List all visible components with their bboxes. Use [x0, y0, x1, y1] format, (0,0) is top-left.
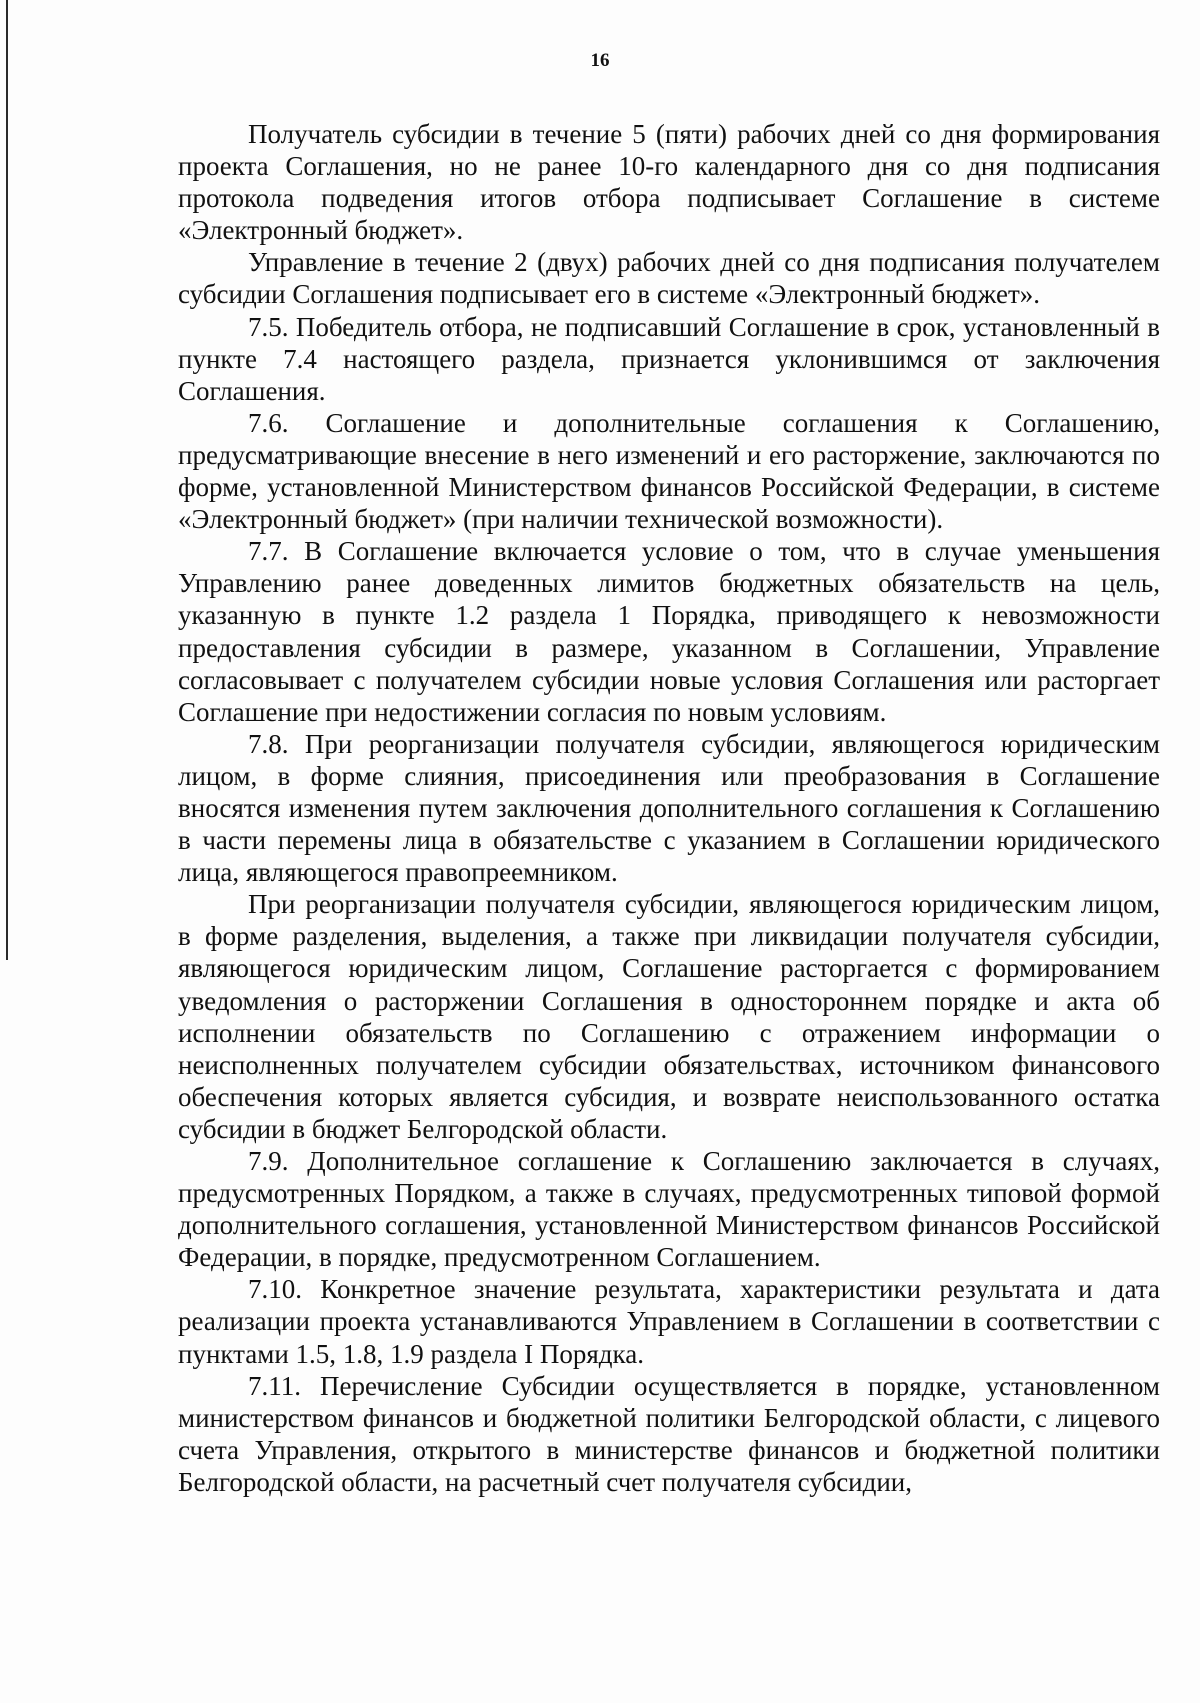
paragraph-7-9: 7.9. Дополнительное соглашение к Соглашению заключается в случаях, предусмотренных Порядком, а также в случаях, предусмотренных типовой формой дополнительного соглашения, установленной Министерством финансов Российской Федерации, в порядке, предусмотренном Соглашением. — [178, 1146, 1160, 1273]
paragraph-7-6: 7.6. Соглашение и дополнительные соглашения к Соглашению, предусматривающие внесение в него изменений и его расторжение, заключаются по форме, установленной Министерством финансов Российской Федерации, в системе «Электронный бюджет» (при наличии технической возможности). — [178, 407, 1160, 535]
paragraph-reorganization: При реорганизации получателя субсидии, являющегося юридическим лицом, в форме разделения, выделения, а также при ликвидации получателя субсидии, являющегося юридическим лицом, Соглашение расторгается с формированием уведомления о расторжении Соглашения в одностороннем порядке и акта об исполнении обязательств по Соглашению с отражением информации о неисполненных получателем субсидии обязательствах, источником финансового обеспечения которых является субсидия, и возврате неиспользованного остатка субсидии в бюджет Белгородской области. — [178, 889, 1160, 1144]
page-number: 16 — [590, 50, 610, 71]
paragraph-administration-signing: Управление в течение 2 (двух) рабочих дней со дня подписания получателем субсидии Соглашения подписывает его в системе «Электронный бюджет». — [178, 247, 1160, 310]
paragraph-7-10: 7.10. Конкретное значение результата, характеристики результата и дата реализации проекта устанавливаются Управлением в Соглашении в соответствии с пунктами 1.5, 1.8, 1.9 раздела I Порядка. — [178, 1274, 1160, 1369]
paragraph-signing-deadline: Получатель субсидии в течение 5 (пяти) рабочих дней со дня формирования проекта Соглашения, но не ранее 10-го календарного дня со дня подписания протокола подведения итогов отбора подписывает Соглашение в системе «Электронный бюджет». — [178, 119, 1160, 246]
paragraph-7-5: 7.5. Победитель отбора, не подписавший Соглашение в срок, установленный в пункте 7.4 настоящего раздела, признается уклонившимся от заключения Соглашения. — [178, 311, 1160, 406]
paragraph-7-11: 7.11. Перечисление Субсидии осуществляется в порядке, установленном министерством финансов и бюджетной политики Белгородской области, с лицевого счета Управления, открытого в министерстве финансов и бюджетной политики Белгородской области, на расчетный счет получателя субсидии, — [178, 1370, 1160, 1497]
document-body — [178, 118, 1160, 1498]
paragraph-7-8: 7.8. При реорганизации получателя субсидии, являющегося юридическим лицом, в форме слияния, присоединения или преобразования в Соглашение вносятся изменения путем заключения дополнительного соглашения к Соглашению в части перемены лица в обязательстве с указанием в Соглашении юридического лица, являющегося правопреемником. — [178, 728, 1160, 888]
paragraph-7-7: 7.7. В Соглашение включается условие о том, что в случае уменьшения Управлению ранее доведенных лимитов бюджетных обязательств на цель, указанную в пункте 1.2 раздела 1 Порядка, приводящего к невозможности предоставления субсидии в размере, указанном в Соглашении, Управление согласовывает с получателем субсидии новые условия Соглашения или расторгает Соглашение при недостижении согласия по новым условиям. — [178, 536, 1160, 727]
scan-edge-line — [6, 0, 8, 960]
